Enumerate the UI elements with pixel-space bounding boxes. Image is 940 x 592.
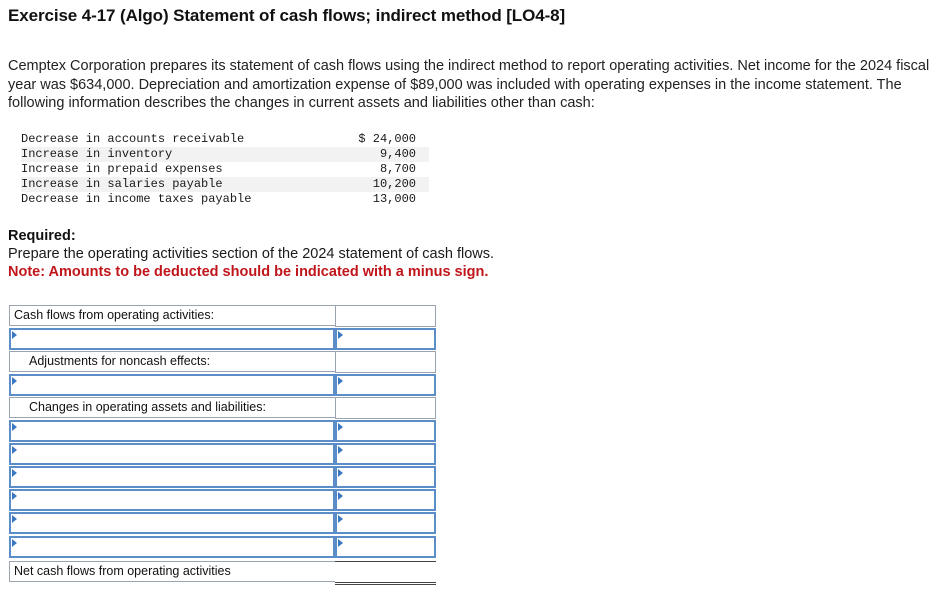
dropdown-marker-icon [12,492,17,500]
required-text: Prepare the operating activities section of the 2024 statement of cash flows. [8,246,495,262]
change-amount: $ 24,000 [358,132,416,146]
note-text: Note: Amounts to be deducted should be indicated with a minus sign. [8,264,489,280]
dropdown-marker-icon [338,446,343,454]
dropdown-marker-icon [12,446,17,454]
changes-header-amount-cell [335,397,436,419]
change-amount: 13,000 [372,192,416,206]
table-row [21,192,429,207]
answer-label-input[interactable] [9,420,335,442]
dropdown-marker-icon [12,423,17,431]
answer-amount-input[interactable] [335,536,436,558]
change-label: Increase in prepaid expenses [21,162,223,176]
answer-amount-input[interactable] [335,489,436,511]
answer-label-input[interactable] [9,466,335,488]
dropdown-marker-icon [338,423,343,431]
dropdown-marker-icon [12,331,17,339]
dropdown-marker-icon [12,539,17,547]
answer-amount-input[interactable] [335,443,436,465]
change-amount: 10,200 [324,177,429,192]
answer-label-input[interactable] [9,443,335,465]
table-row [21,147,429,162]
dropdown-marker-icon [338,492,343,500]
header-amount-cell [335,305,436,327]
page-title: Exercise 4-17 (Algo) Statement of cash flows; indirect method [LO4-8] [8,6,566,25]
table-row [21,177,429,192]
answer-label-input[interactable] [9,536,335,558]
change-label: Increase in inventory [21,147,324,162]
dropdown-marker-icon [338,331,343,339]
net-cash-label: Net cash flows from operating activities [9,561,337,582]
dropdown-marker-icon [338,539,343,547]
change-label: Decrease in accounts receivable [21,132,245,146]
changes-table [21,132,429,207]
problem-text: Cemptex Corporation prepares its statement of cash flows using the indirect method to report operating activities. Net income for the 2024 fiscal year was $634,000. Depreciation and amortization expense of $89,000 was included with operating expenses in the income statement. The following information describes the changes in current assets and liabilities other than cash: [8,58,930,111]
answer-label-input[interactable] [9,328,335,350]
dropdown-marker-icon [338,469,343,477]
answer-amount-input[interactable] [335,374,436,396]
answer-amount-input[interactable] [335,328,436,350]
dropdown-marker-icon [12,515,17,523]
answer-amount-input[interactable] [335,420,436,442]
required-section [8,227,494,281]
required-label: Required: [8,228,76,244]
adjustments-label: Adjustments for noncash effects: [9,351,337,372]
change-amount: 8,700 [379,162,416,176]
adjustments-amount-cell [335,351,436,373]
change-label: Decrease in income taxes payable [21,192,252,206]
answer-label-input[interactable] [9,374,335,396]
dropdown-marker-icon [338,515,343,523]
answer-label-input[interactable] [9,512,335,534]
header-label: Cash flows from operating activities: [9,305,337,326]
answer-label-input[interactable] [9,489,335,511]
changes-header-label: Changes in operating assets and liabilities: [9,397,337,418]
change-amount: 9,400 [324,147,429,162]
answer-amount-input[interactable] [335,466,436,488]
table-row [21,132,429,147]
dropdown-marker-icon [12,377,17,385]
change-label: Increase in salaries payable [21,177,324,192]
net-cash-amount-input[interactable] [335,561,436,585]
table-row [21,162,429,177]
dropdown-marker-icon [338,377,343,385]
dropdown-marker-icon [12,469,17,477]
answer-amount-input[interactable] [335,512,436,534]
